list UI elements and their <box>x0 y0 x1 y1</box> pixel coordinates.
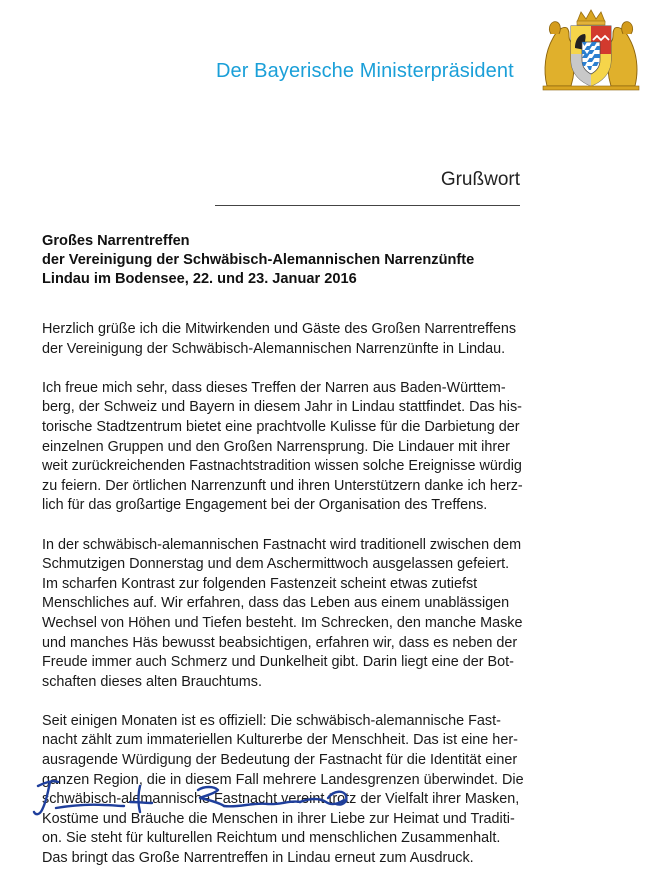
paragraph <box>42 320 532 359</box>
text-line: berg, der Schweiz und Bayern in diesem Jahr in Lindau stattfindet. Das his- <box>42 399 522 416</box>
subject-line: der Vereinigung der Schwäbisch-Alemannischen Narrenzünfte <box>42 252 475 269</box>
text-line: Seit einigen Monaten ist es offiziell: Die schwäbisch-alemannische Fast- <box>42 712 501 729</box>
text-line: ganzen Region, die in diesem Fall mehrere Landesgrenzen überwindet. Die <box>42 771 524 788</box>
subject-line: Lindau im Bodensee, 22. und 23. Januar 2016 <box>42 271 357 288</box>
paragraph <box>42 379 532 516</box>
paragraph <box>42 536 532 693</box>
text-line: Ich freue mich sehr, dass dieses Treffen der Narren aus Baden-Württem- <box>42 379 506 396</box>
text-line: Im scharfen Kontrast zur folgenden Fastenzeit scheint etwas zutiefst <box>42 575 478 592</box>
text-line: torische Stadtzentrum bietet eine prachtvolle Kulisse für die Darbietung der <box>42 418 520 435</box>
subject-block <box>42 232 474 290</box>
text-line: Kostüme und Bräuche die Menschen in ihrer Liebe zur Heimat und Traditi- <box>42 810 515 827</box>
text-line: nacht zählt zum immateriellen Kulturerbe der Menschheit. Das ist eine her- <box>42 732 518 749</box>
text-line: weit zurückreichenden Fastnachtstradition wissen solche Ereignisse würdig <box>42 458 522 475</box>
text-line: In der schwäbisch-alemannischen Fastnacht wird traditionell zwischen dem <box>42 536 522 553</box>
text-line: und manches Häs bewusst beabsichtigen, erfahren wir, dass es neben der <box>42 634 518 651</box>
text-line: schwäbisch-alemannische Fastnacht vereint trotz der Vielfalt ihrer Masken, <box>42 791 520 808</box>
subject-line: Großes Narrentreffen <box>42 233 190 249</box>
text-line: lich für das großartige Engagement bei der Organisation des Treffens. <box>42 497 488 514</box>
handwritten-signature-icon <box>28 772 368 822</box>
text-line: Schmutzigen Donnerstag und dem Aschermittwoch ausgelassen gefeiert. <box>42 556 510 573</box>
text-line: on. Sie steht für kulturellen Reichtum und menschlichen Zusammenhalt. <box>42 830 501 847</box>
text-line: Menschliches auf. Wir erfahren, dass das Leben aus einem unablässigen <box>42 595 510 612</box>
org-title: Der Bayerische Ministerpräsident <box>216 60 514 82</box>
text-line: einzelnen Gruppen und den Großen Narrensprung. Die Lindauer mit ihrer <box>42 438 510 455</box>
text-line: zu feiern. Der örtlichen Narrenzunft und ihren Unterstützern danke ich herz- <box>42 477 523 494</box>
text-line: schaften dieses alten Brauchtums. <box>42 673 262 690</box>
header-divider <box>215 205 520 206</box>
text-line: ausragende Würdigung der Bedeutung der Fastnacht für die Identität einer <box>42 752 518 769</box>
text-line: Herzlich grüße ich die Mitwirkenden und Gäste des Großen Narrentreffens <box>42 321 517 337</box>
text-line: Wechsel von Höhen und Tiefen besteht. Im Schrecken, den manche Maske <box>42 614 523 631</box>
document-type-label: Grußwort <box>440 169 520 190</box>
bavarian-coat-of-arms-icon <box>537 8 645 92</box>
text-line: der Vereinigung der Schwäbisch-Alemannischen Narrenzünfte in Lindau. <box>42 340 506 357</box>
text-line: Das bringt das Große Narrentreffen in Lindau erneut zum Ausdruck. <box>42 850 474 867</box>
text-line: Freude immer auch Schmerz und Dunkelheit gibt. Darin liegt eine der Bot- <box>42 654 514 671</box>
